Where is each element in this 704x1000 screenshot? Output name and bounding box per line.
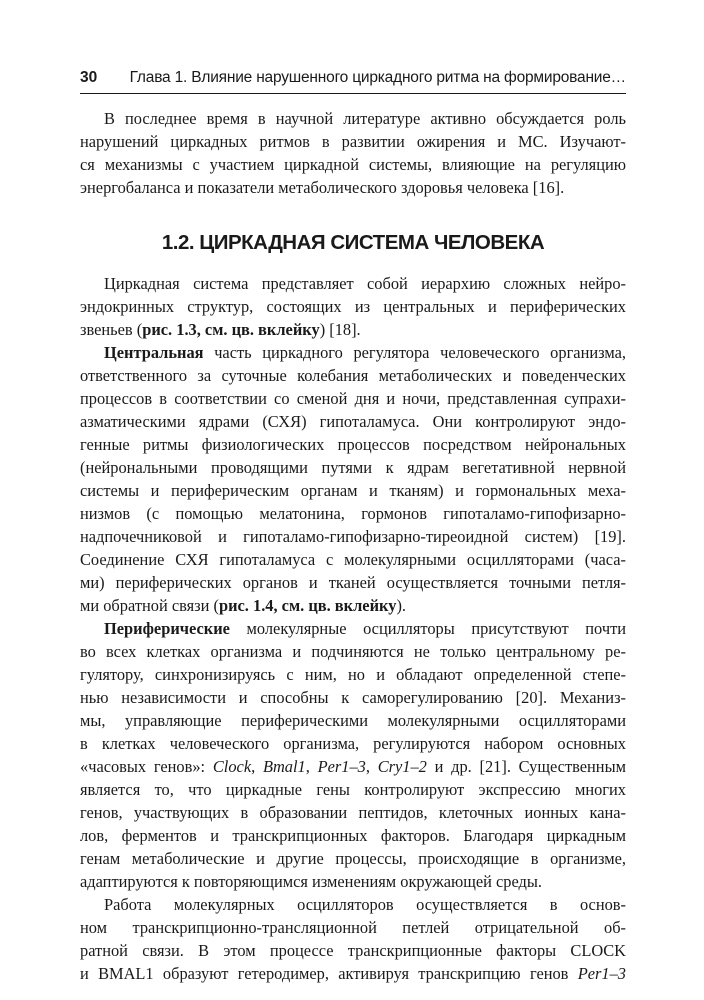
- text-line: нью независимости и способны к саморегулированию [20]. Механиз-: [80, 688, 626, 707]
- text-line: ном транскрипционно-трансляционной петлей отрицательной об-: [80, 918, 626, 937]
- text-line: процессов в соответствии со сменой дня и ночи, представленная супрахи-: [80, 389, 626, 408]
- text-line: генные ритмы физиологических процессов посредством нейрональных: [80, 435, 626, 454]
- text-line: энергобаланса и показатели метаболического здоровья человека [16].: [80, 178, 565, 197]
- running-title: Глава 1. Влияние нарушенного циркадного ритма на формирование…: [129, 69, 626, 86]
- text-line: во всех клетках организма и подчиняются не только центральному ре-: [80, 642, 626, 661]
- text-line: ратной связи. В этом процессе транскрипционные факторы CLOCK: [80, 941, 626, 960]
- header-rule: [80, 93, 626, 94]
- text-line: в клетках человеческого организма, регулируются набором основных: [80, 734, 626, 753]
- text-line: генам метаболические и другие процессы, происходящие в организме,: [80, 849, 626, 868]
- text-line: Циркадная система представляет собой иерархию сложных нейро-: [104, 274, 626, 293]
- text-line: надпочечниковой и гипоталамо-гипофизарно-тиреоидной систем) [19].: [80, 527, 626, 546]
- gene-name: Clock: [212, 757, 252, 776]
- text-line: является то, что циркадные гены контролируют экспрессию многих: [80, 780, 626, 799]
- text-line: адаптируются к повторяющимся изменениям окружающей среды.: [80, 872, 542, 891]
- gene-name: Bmal1: [262, 757, 306, 776]
- text-line: Соединение СХЯ гипоталамуса с молекулярными осцилляторами (часа-: [80, 550, 626, 569]
- section-heading: 1.2. ЦИРКАДНАЯ СИСТЕМА ЧЕЛОВЕКА: [161, 231, 545, 254]
- text-line: (нейрональными проводящими путями к ядрам вегетативной нервной: [80, 458, 626, 477]
- text-line: гулятору, синхронизируясь с ним, но и обладают определенной степе-: [80, 665, 626, 684]
- text-line: системы и периферическим органам и тканям) и гормональных меха-: [80, 481, 626, 500]
- text-line: Центральная часть циркадного регулятора человеческого организма,: [104, 343, 626, 362]
- text-line: лов, ферментов и транскрипционных факторов. Благодаря циркадным: [80, 826, 626, 845]
- figure-reference: рис. 1.3, см. цв. вклейку: [142, 320, 320, 339]
- text-line: ответственного за суточные колебания метаболических и поведенческих: [80, 366, 626, 385]
- figure-reference: рис. 1.4, см. цв. вклейку: [218, 596, 397, 615]
- text-line: нарушений циркадных ритмов в развитии ожирения и МС. Изучают-: [80, 132, 626, 151]
- term-central: Центральная: [104, 343, 204, 362]
- text-line: азматическими ядрами (СХЯ) гипоталамуса. Они контролируют эндо-: [80, 412, 626, 431]
- gene-name: Per1–3: [317, 757, 366, 776]
- text-line: Работа молекулярных осцилляторов осуществляется в основ-: [104, 895, 626, 914]
- text-line: ми обратной связи (рис. 1.4, см. цв. вклейку).: [80, 596, 406, 615]
- text-line: «часовых генов»: Clock, Bmal1, Per1–3, Cry1–2 и др. [21]. Существенным: [80, 757, 626, 776]
- text-line: ми) периферических органов и тканей осуществляется точными петля-: [80, 573, 626, 592]
- page-number: 30: [80, 69, 98, 86]
- gene-name: Per1–3: [577, 964, 626, 983]
- text-line: звеньев (рис. 1.3, см. цв. вклейку) [18].: [80, 320, 361, 339]
- text-line: эндокринных структур, состоящих из центральных и периферических: [80, 297, 626, 316]
- text-line: низмов (с помощью мелатонина, гормонов гипоталамо-гипофизарно-: [80, 504, 626, 523]
- text-line: В последнее время в научной литературе активно обсуждается роль: [104, 109, 626, 128]
- gene-name: Cry1–2: [377, 757, 427, 776]
- text-line: генов, участвующих в образовании пептидов, клеточных ионных кана-: [80, 803, 626, 822]
- text-line: ся механизмы с участием циркадной системы, влияющие на регуляцию: [80, 155, 626, 174]
- text-line: и BMAL1 образуют гетеродимер, активируя транскрипцию генов Per1–3: [80, 964, 626, 983]
- running-header: [80, 69, 626, 93]
- text-line: мы, управляющие периферическими молекулярными осцилляторами: [80, 711, 626, 730]
- text-line: Периферические молекулярные осцилляторы присутствуют почти: [104, 619, 626, 638]
- term-peripheral: Периферические: [104, 619, 230, 638]
